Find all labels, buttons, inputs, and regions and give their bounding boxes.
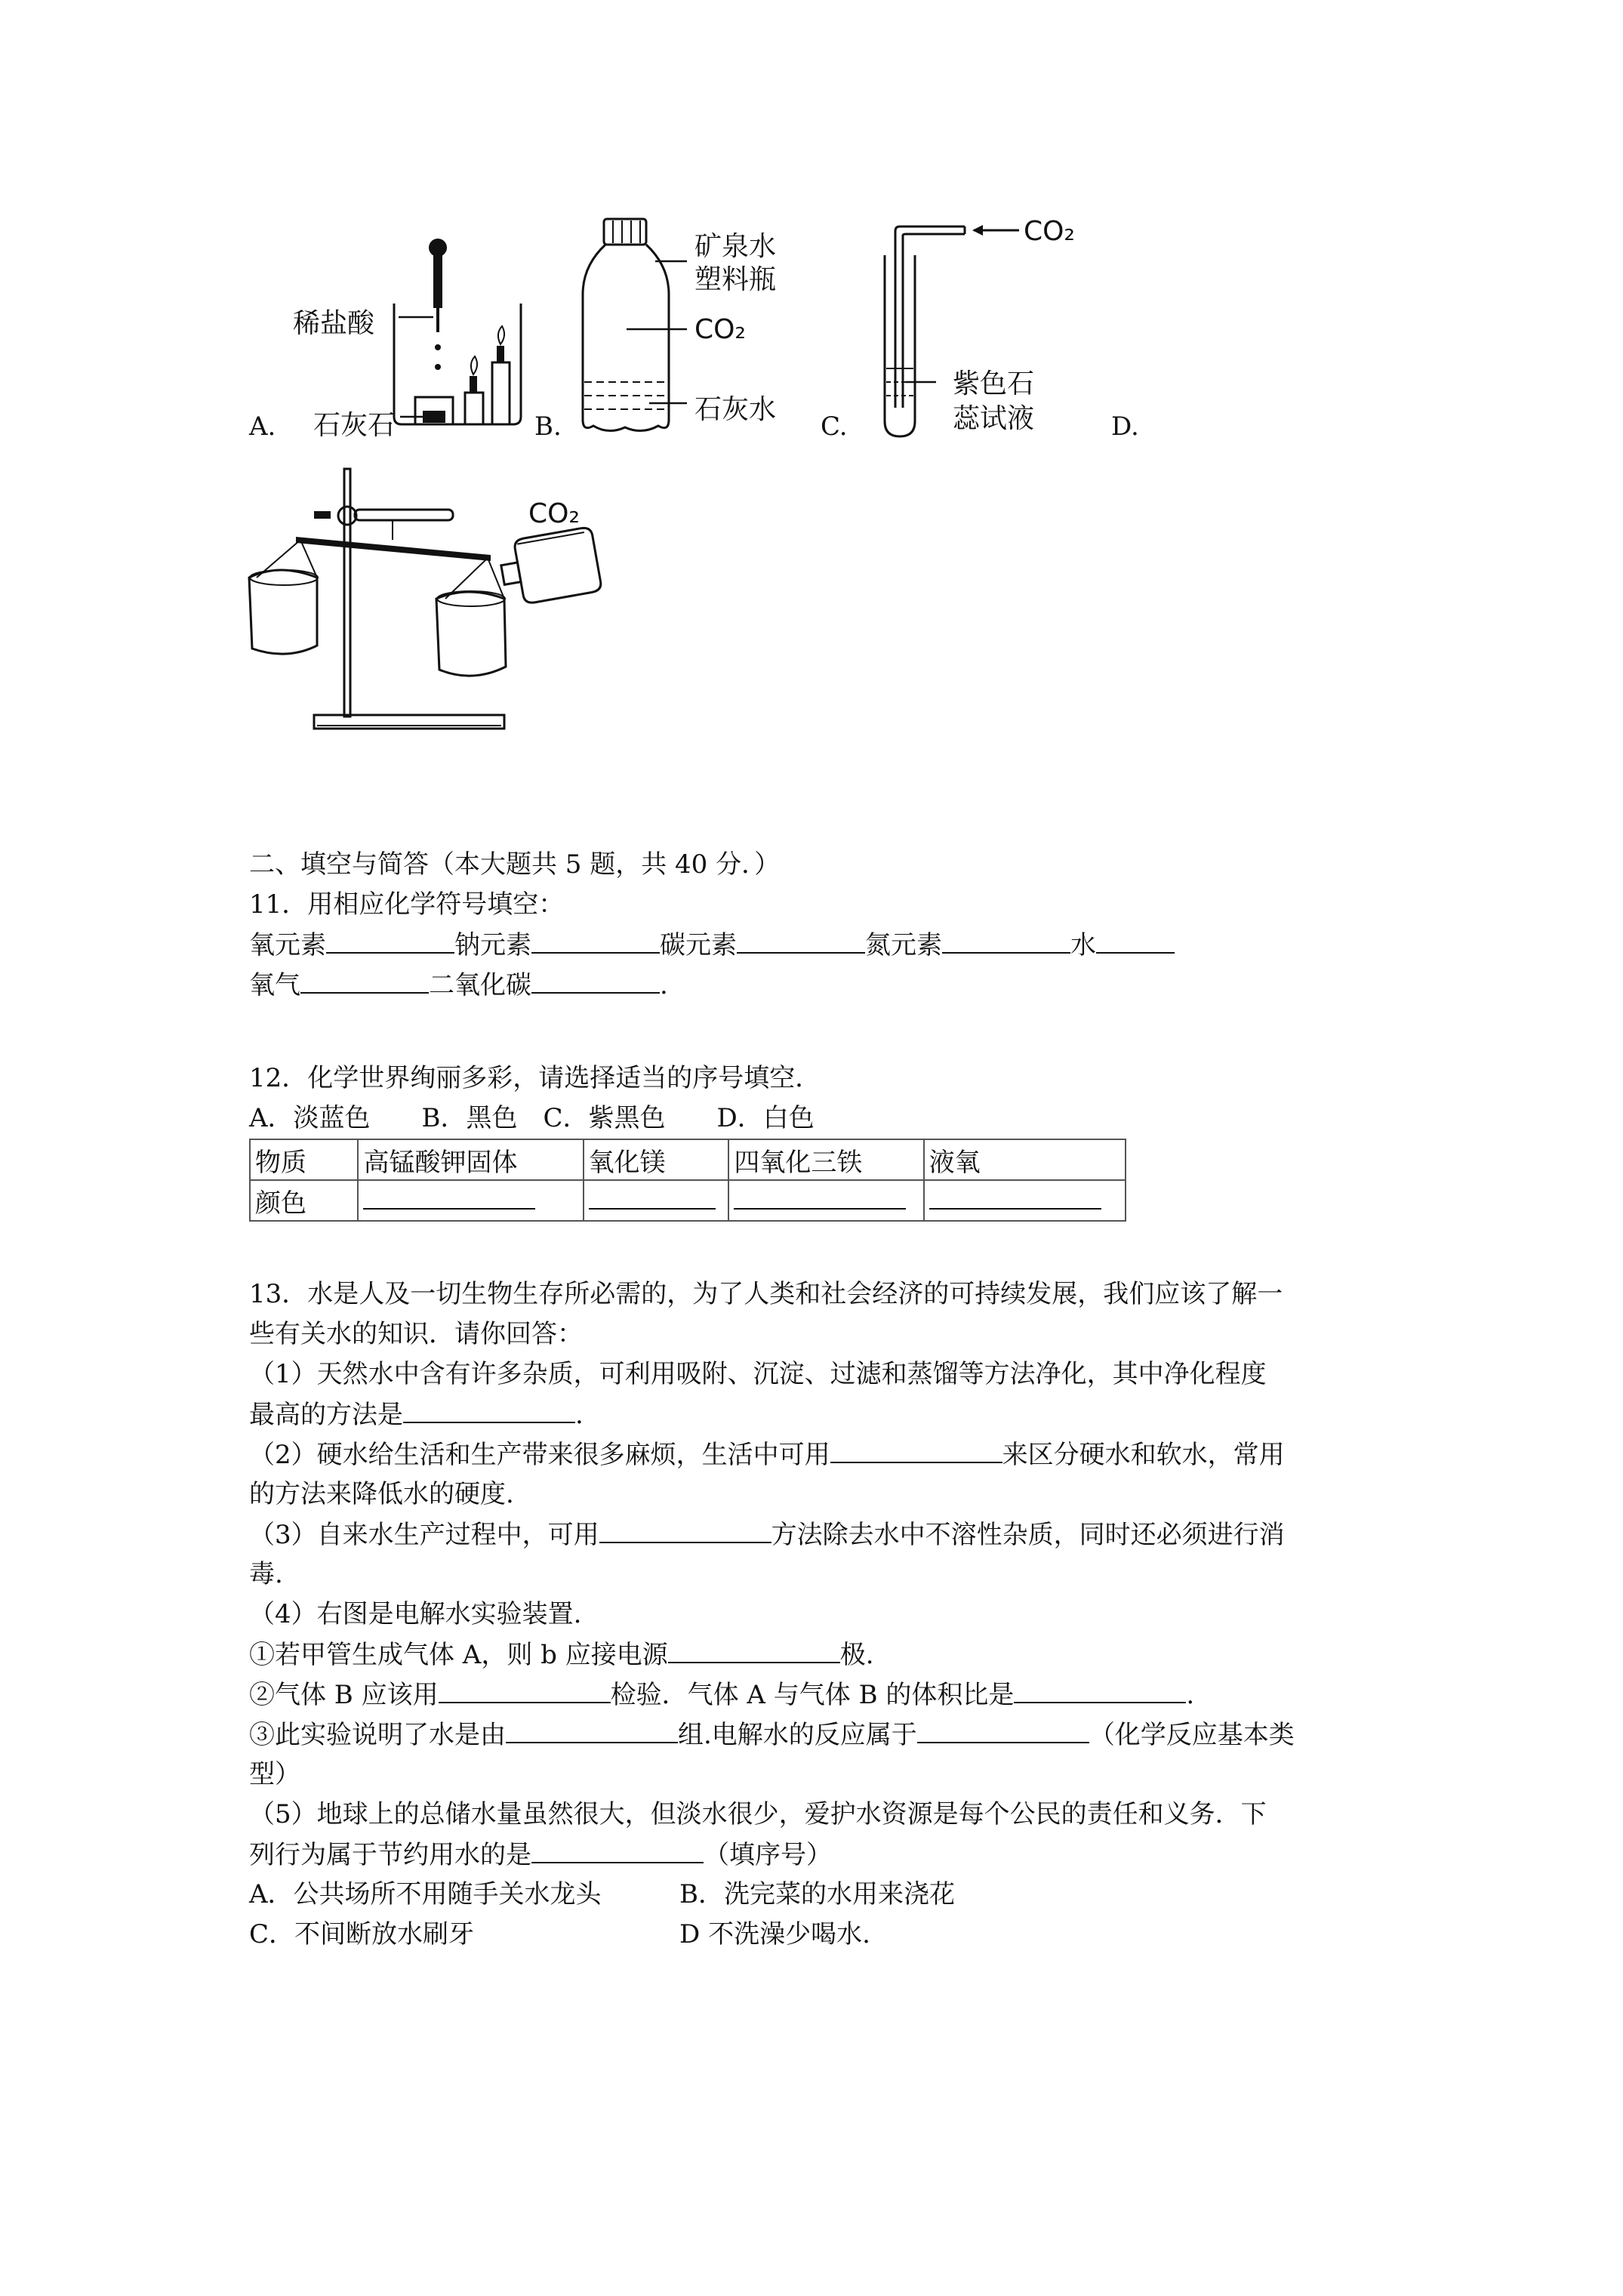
option-letter-a: A. <box>249 411 276 442</box>
label-plastic-bottle: 塑料瓶 <box>694 264 777 295</box>
label-lime-water: 石灰水 <box>694 394 777 425</box>
q13-p4-1-pre: ①若甲管生成气体 A，则 b 应接电源 <box>249 1640 668 1670</box>
q13-p3-line2: 毒. <box>249 1559 283 1589</box>
q12-stem: 12．化学世界绚丽多彩，请选择适当的序号填空． <box>249 1063 821 1093</box>
table-cell-fe3o4-color[interactable] <box>728 1180 923 1221</box>
option-letter-b: B. <box>534 411 562 442</box>
option-letter-d: D. <box>1111 411 1139 442</box>
q12-blank-fe3o4[interactable] <box>734 1185 906 1210</box>
q13-p1-end: . <box>575 1400 584 1430</box>
q11-line1 <box>249 929 1175 960</box>
q13-blank-reaction-type[interactable] <box>917 1719 1089 1743</box>
q13-blank-volume-ratio[interactable] <box>1014 1679 1186 1703</box>
q11-nitrogen-element: 氮元素 <box>865 930 942 960</box>
q13-p5-line2 <box>249 1839 832 1870</box>
q11-blank-o2[interactable] <box>300 969 429 994</box>
table-header-substance: 物质 <box>250 1139 358 1180</box>
q13-p4-3-line2: 型） <box>249 1759 300 1789</box>
q11-blank-oxygen[interactable] <box>326 929 454 954</box>
table-header-liquid-oxygen: 液氧 <box>924 1139 1126 1180</box>
q11-oxygen-gas: 氧气 <box>249 970 300 1000</box>
q13-p3-pre: （3）自来水生产过程中，可用 <box>249 1520 599 1550</box>
q12-color-table <box>249 1139 1126 1222</box>
q11-blank-carbon[interactable] <box>737 929 865 954</box>
q13-p4-2-mid: 检验．气体 A 与气体 B 的体积比是 <box>610 1680 1015 1710</box>
q13-stem-line1: 13．水是人及一切生物生存所必需的，为了人类和社会经济的可持续发展，我们应该了解一 <box>249 1279 1283 1309</box>
q11-period: . <box>660 970 668 1000</box>
table-header-mgo: 氧化镁 <box>584 1139 729 1180</box>
q13-blank-electrode[interactable] <box>668 1639 840 1663</box>
q13-p4-3 <box>249 1719 1295 1750</box>
q13-p4-2 <box>249 1679 1194 1710</box>
q13-blank-purify[interactable] <box>403 1399 575 1423</box>
q13-p4-3-pre: ③此实验说明了水是由 <box>249 1720 506 1750</box>
label-co2-c: CO₂ <box>1024 216 1075 247</box>
q13-stem-line2: 些有关水的知识．请你回答： <box>249 1319 583 1349</box>
q13-p2-line2: 的方法来降低水的硬度. <box>249 1479 514 1509</box>
q11-line2 <box>249 969 668 1000</box>
table-cell-mgo-color[interactable] <box>584 1180 729 1221</box>
q13-option-c: C．不间断放水刷牙 <box>249 1919 475 1949</box>
q13-p5-post: （填序号） <box>704 1840 832 1870</box>
q11-carbon-element: 碳元素 <box>660 930 737 960</box>
q13-blank-composition[interactable] <box>506 1719 678 1743</box>
q13-blank-distinguish[interactable] <box>830 1439 1002 1463</box>
option-letter-c: C. <box>821 411 848 442</box>
q13-p5-pre: 列行为属于节约用水的是 <box>249 1840 531 1870</box>
q13-option-d: D 不洗澡少喝水. <box>679 1919 870 1949</box>
label-litmus-2: 蕊试液 <box>953 403 1035 434</box>
q11-stem: 11．用相应化学符号填空： <box>249 889 565 920</box>
q13-p1-text: 最高的方法是 <box>249 1400 403 1430</box>
q13-p2-post: 来区分硬水和软水，常用 <box>1002 1440 1285 1470</box>
table-row <box>250 1180 1126 1221</box>
q12-blank-mgo[interactable] <box>589 1185 716 1210</box>
table-row-label-color: 颜色 <box>250 1180 358 1221</box>
label-mineral-water: 矿泉水 <box>694 231 777 262</box>
q13-p1-line1: （1）天然水中含有许多杂质，可利用吸附、沉淀、过滤和蒸馏等方法净化，其中净化程度 <box>249 1359 1267 1389</box>
q13-p4-1-post: 极. <box>839 1640 874 1670</box>
q12-choices: A．淡蓝色 B．黑色 C．紫黑色 D．白色 <box>249 1103 815 1133</box>
q13-p5-line1: （5）地球上的总储水量虽然很大，但淡水很少，爱护水资源是每个公民的责任和义务．下 <box>249 1799 1267 1829</box>
q13-p4-2-end: . <box>1186 1680 1195 1710</box>
table-header-fe3o4: 四氧化三铁 <box>728 1139 923 1180</box>
table-header-kmno4: 高锰酸钾固体 <box>358 1139 583 1180</box>
q11-blank-sodium[interactable] <box>531 929 660 954</box>
q11-sodium-element: 钠元素 <box>454 930 531 960</box>
q13-p4-3-mid: 组.电解水的反应属于 <box>678 1720 917 1750</box>
q13-p3-post: 方法除去水中不溶性杂质，同时还必须进行消 <box>771 1520 1285 1550</box>
q13-blank-save-water[interactable] <box>531 1839 704 1863</box>
q13-blank-remove-impurity[interactable] <box>599 1519 771 1543</box>
q11-blank-nitrogen[interactable] <box>942 929 1070 954</box>
table-row <box>250 1139 1126 1180</box>
q11-co2: 二氧化碳 <box>429 970 531 1000</box>
q11-blank-co2[interactable] <box>531 969 660 994</box>
q11-oxygen-element: 氧元素 <box>249 930 326 960</box>
q13-option-b: B．洗完菜的水用来浇花 <box>679 1879 955 1909</box>
label-limestone: 石灰石 <box>313 410 396 441</box>
table-cell-liquid-oxygen-color[interactable] <box>924 1180 1126 1221</box>
q13-option-a: A．公共场所不用随手关水龙头 <box>249 1879 602 1909</box>
label-litmus-1: 紫色石 <box>953 368 1035 399</box>
q11-water: 水 <box>1070 930 1096 960</box>
q13-blank-gas-test[interactable] <box>439 1679 611 1703</box>
q13-p2-pre: （2）硬水给生活和生产带来很多麻烦，生活中可用 <box>249 1440 830 1470</box>
q13-p4-1 <box>249 1639 874 1670</box>
label-dilute-hcl: 稀盐酸 <box>293 308 375 339</box>
q13-p4-2-pre: ②气体 B 应该用 <box>249 1680 439 1710</box>
q13-p3-line1 <box>249 1519 1285 1550</box>
q12-blank-kmno4[interactable] <box>363 1185 535 1210</box>
table-cell-kmno4-color[interactable] <box>358 1180 583 1221</box>
q13-p4-3-post: （化学反应基本类 <box>1089 1720 1295 1750</box>
q12-blank-liquid-oxygen[interactable] <box>929 1185 1101 1210</box>
q13-p2-line1 <box>249 1439 1285 1470</box>
section-heading: 二、填空与简答（本大题共 5 题，共 40 分．） <box>249 849 781 880</box>
q13-p1-line2 <box>249 1399 584 1430</box>
label-co2-b: CO₂ <box>694 314 746 345</box>
q11-blank-water[interactable] <box>1096 929 1175 954</box>
label-co2-d: CO₂ <box>528 498 580 529</box>
q13-p4: （4）右图是电解水实验装置. <box>249 1599 582 1629</box>
